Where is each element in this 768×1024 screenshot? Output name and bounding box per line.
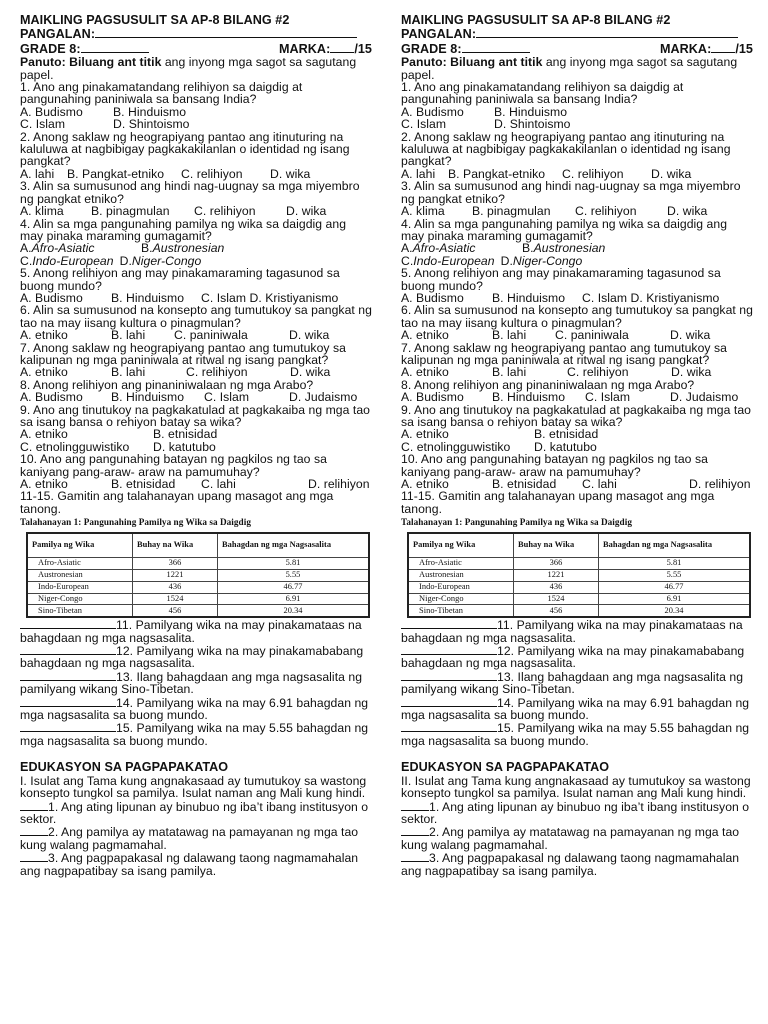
table-cell: Niger-Congo bbox=[27, 593, 133, 605]
choice: D. wika bbox=[671, 365, 712, 380]
choice: C. paniniwala bbox=[174, 328, 248, 343]
choice: B. Pangkat-etniko bbox=[448, 166, 546, 181]
table-cell: 6.91 bbox=[218, 593, 370, 605]
choice: D. Judaismo bbox=[289, 390, 358, 405]
choice: C. etnolingguwistiko bbox=[401, 439, 511, 454]
item-text: 15. Pamilyang wika na may 5.55 bahagdan ng mga nagsasalita sa buong mundo. bbox=[20, 721, 369, 748]
item-15 bbox=[401, 721, 753, 747]
item-text: 1. Ang ating lipunan ay binubuo ng iba’t ibang institusyon o sektor. bbox=[20, 799, 369, 826]
table-header: Buhay na Wika bbox=[133, 533, 218, 558]
choice: Indo-European bbox=[32, 253, 114, 268]
choice: A. Budismo bbox=[401, 390, 464, 405]
table-row bbox=[408, 558, 750, 570]
choice: B. lahi bbox=[492, 365, 527, 380]
answer-blank[interactable] bbox=[20, 825, 48, 836]
choice-letter: A. bbox=[20, 241, 32, 256]
table-cell: Sino-Tibetan bbox=[27, 605, 133, 617]
table-row bbox=[408, 570, 750, 582]
language-family-table bbox=[26, 532, 370, 618]
esp-item-3 bbox=[20, 851, 372, 877]
quiz-column-left bbox=[20, 14, 372, 877]
choice: D. wika bbox=[289, 328, 330, 343]
instruction-bold: Panuto: Biluang ant titik bbox=[20, 55, 162, 70]
choice: C. etnolingguwistiko bbox=[20, 439, 130, 454]
table-cell: Afro-Asiatic bbox=[408, 558, 514, 570]
instruction-bold: Panuto: Biluang ant titik bbox=[401, 55, 543, 70]
choice: D. relihiyon bbox=[689, 477, 751, 492]
question-1: 1. Ano ang pinakamatandang relihiyon sa daigdig at pangunahing paniniwala sa bansang India? bbox=[401, 80, 684, 107]
item-11 bbox=[401, 618, 753, 644]
instruction bbox=[20, 56, 372, 81]
answer-blank[interactable] bbox=[20, 670, 116, 681]
table-cell: 46.77 bbox=[599, 581, 751, 593]
item-text: 13. Ilang bahagdaan ang mga nagsasalita ng pamilyang wikang Sino-Tibetan. bbox=[401, 669, 744, 697]
question-9: 9. Ano ang tinutukoy na pagkakatulad at pagkakaiba ng mga tao sa isang bansa o rehiyon batay sa wika? bbox=[401, 402, 751, 429]
choices-4a bbox=[401, 242, 753, 254]
table-header: Buhay na Wika bbox=[514, 533, 599, 558]
choices-8 bbox=[401, 391, 753, 403]
item-text: 14. Pamilyang wika na may 6.91 bahagdan ng mga nagsasalita sa buong mundo. bbox=[20, 695, 369, 723]
choice: A. etniko bbox=[401, 328, 449, 343]
choice: C. paniniwala bbox=[555, 328, 629, 343]
esp-item-1 bbox=[401, 800, 753, 826]
choice: B. pinagmulan bbox=[472, 204, 551, 219]
item-13 bbox=[20, 670, 372, 696]
instruction bbox=[401, 56, 753, 81]
choices-3 bbox=[401, 205, 753, 217]
quiz-title: MAIKLING PAGSUSULIT SA AP-8 BILANG #2 bbox=[20, 13, 290, 27]
score-total: /15 bbox=[354, 41, 372, 56]
table-header: Pamilya ng Wika bbox=[27, 533, 133, 558]
choice: B. Hinduismo bbox=[113, 104, 187, 119]
question-7: 7. Anong saklaw ng heograpiyang pantao ang tumutukoy sa kalipunan ng mga paniniwala at ritwal ng isang pangkat? bbox=[401, 340, 727, 367]
question-11-15-intro: 11-15. Gamitin ang talahanayan upang masagot ang mga tanong. bbox=[20, 489, 334, 516]
choice: A. etniko bbox=[20, 365, 68, 380]
answer-blank[interactable] bbox=[401, 851, 429, 862]
table-cell: Niger-Congo bbox=[408, 593, 514, 605]
table-row bbox=[408, 581, 750, 593]
choice-letter: C. bbox=[401, 253, 414, 268]
choice: A. lahi bbox=[401, 166, 436, 181]
quiz-column-right bbox=[401, 14, 753, 877]
table-cell: 1524 bbox=[133, 593, 218, 605]
score-label: MARKA: bbox=[659, 41, 712, 56]
answer-blank[interactable] bbox=[401, 644, 497, 655]
item-14 bbox=[401, 696, 753, 722]
choice: D. Shintoismo bbox=[494, 117, 571, 132]
name-label: PANGALAN: bbox=[20, 27, 96, 42]
choice: C. relihiyon bbox=[186, 365, 248, 380]
table-cell: 20.34 bbox=[218, 605, 370, 617]
item-text: 14. Pamilyang wika na may 6.91 bahagdan ng mga nagsasalita sa buong mundo. bbox=[401, 695, 750, 723]
answer-blank[interactable] bbox=[401, 670, 497, 681]
choice-letter: B. bbox=[522, 241, 534, 256]
choice: C. Islam D. Kristiyanismo bbox=[582, 290, 720, 305]
choices-7 bbox=[20, 366, 372, 378]
table-row bbox=[408, 605, 750, 617]
table-caption: Talahanayan 1: Pangunahing Pamilya ng Wika sa Daigdig bbox=[401, 517, 632, 528]
choice: B. lahi bbox=[111, 328, 146, 343]
esp-item-1 bbox=[20, 800, 372, 826]
question-8: 8. Anong relihiyon ang pinaniniwalaan ng mga Arabo? bbox=[401, 377, 695, 392]
choices-9a bbox=[20, 428, 372, 440]
choice: D. katutubo bbox=[534, 439, 597, 454]
table-header: Bahagdan ng mga Nagsasalita bbox=[218, 533, 370, 558]
item-text: 11. Pamilyang wika na may pinakamataas na bahagdaan ng mga nagsasalita. bbox=[401, 618, 743, 645]
answer-blank[interactable] bbox=[401, 721, 497, 732]
choices-6 bbox=[401, 329, 753, 341]
item-text: 13. Ilang bahagdaan ang mga nagsasalita ng pamilyang wikang Sino-Tibetan. bbox=[20, 669, 363, 697]
choice: B. etnisidad bbox=[534, 427, 599, 442]
choice: B. lahi bbox=[111, 365, 146, 380]
question-3: 3. Alin sa sumusunod ang hindi nag-uugnay sa mga miyembro ng pangkat etniko? bbox=[401, 179, 741, 206]
choice: C. relihiyon bbox=[562, 166, 624, 181]
choice: A. Budismo bbox=[401, 104, 464, 119]
name-line bbox=[20, 27, 372, 41]
choice: B. Hinduismo bbox=[111, 390, 185, 405]
score-blank[interactable] bbox=[711, 42, 735, 53]
esp-instruction: II. Isulat ang Tama kung angnakasaad ay tumutukoy sa wastong konsepto tungkol sa pamilya. Isulat naman ang Mali kung hindi. bbox=[401, 773, 751, 801]
table-header-row bbox=[27, 533, 369, 558]
choice: C. Islam bbox=[204, 390, 250, 405]
item-text: 12. Pamilyang wika na may pinakamababang bahagdaan ng mga nagsasalita. bbox=[20, 644, 364, 671]
answer-blank[interactable] bbox=[20, 800, 48, 811]
question-2: 2. Anong saklaw ng heograpiyang pantao ang itinuturing na kaluluwa at nagbibigay pagkakakilanlan o identidad ng isang pangkat? bbox=[20, 129, 350, 169]
answer-blank[interactable] bbox=[20, 721, 116, 732]
grade-line bbox=[401, 42, 753, 56]
table-cell: 5.55 bbox=[599, 570, 751, 582]
choice: D. wika bbox=[286, 204, 327, 219]
choice: C. Islam bbox=[585, 390, 631, 405]
instruction-rest: ang inyong mga sagot sa sagutang papel. bbox=[20, 55, 357, 82]
table-row bbox=[27, 558, 369, 570]
item-text: 2. Ang pamilya ay matatawag na pamayanan ng mga tao kung walang pagmamahal. bbox=[20, 825, 359, 852]
question-9: 9. Ano ang tinutukoy na pagkakatulad at pagkakaiba ng mga tao sa isang bansa o rehiyon batay sa wika? bbox=[20, 402, 370, 429]
choice: C. Islam bbox=[401, 117, 447, 132]
table-header: Bahagdan ng mga Nagsasalita bbox=[599, 533, 751, 558]
item-15 bbox=[20, 721, 372, 747]
name-label: PANGALAN: bbox=[401, 27, 477, 42]
choice: B. etnisidad bbox=[153, 427, 218, 442]
choice: A. etniko bbox=[20, 427, 68, 442]
choice: Niger-Congo bbox=[131, 253, 202, 268]
question-10: 10. Ano ang pangunahing batayan ng pagkilos ng tao sa kaniyang pang-araw- araw na pamumuhay? bbox=[401, 452, 708, 479]
esp-item-2 bbox=[20, 825, 372, 851]
table-cell: 366 bbox=[133, 558, 218, 570]
choice: C. relihiyon bbox=[194, 204, 256, 219]
choice-letter: B. bbox=[141, 241, 153, 256]
choice: B. lahi bbox=[492, 328, 527, 343]
table-cell: Afro-Asiatic bbox=[27, 558, 133, 570]
table-header-row bbox=[408, 533, 750, 558]
choice: C. relihiyon bbox=[181, 166, 243, 181]
choice: A. etniko bbox=[20, 477, 68, 492]
choice-letter: C. bbox=[20, 253, 33, 268]
choice: D. wika bbox=[270, 166, 311, 181]
choice: A. etniko bbox=[401, 427, 449, 442]
table-cell: 6.91 bbox=[599, 593, 751, 605]
choice: B. etnisidad bbox=[492, 477, 557, 492]
esp-item-2 bbox=[401, 825, 753, 851]
choice: A. klima bbox=[401, 204, 445, 219]
choice: D. wika bbox=[670, 328, 711, 343]
question-10: 10. Ano ang pangunahing batayan ng pagkilos ng tao sa kaniyang pang-araw- araw na pamumuhay? bbox=[20, 452, 327, 479]
question-1: 1. Ano ang pinakamatandang relihiyon sa daigdig at pangunahing paniniwala sa bansang India? bbox=[20, 80, 303, 107]
table-row bbox=[408, 593, 750, 605]
answer-blank[interactable] bbox=[20, 644, 116, 655]
table-cell: 5.55 bbox=[218, 570, 370, 582]
choice: A. etniko bbox=[20, 328, 68, 343]
table-cell: 456 bbox=[133, 605, 218, 617]
choices-1b bbox=[401, 118, 753, 130]
score-total: /15 bbox=[735, 41, 753, 56]
table-caption: Talahanayan 1: Pangunahing Pamilya ng Wika sa Daigdig bbox=[20, 517, 251, 528]
question-3: 3. Alin sa sumusunod ang hindi nag-uugnay sa mga miyembro ng pangkat etniko? bbox=[20, 179, 360, 206]
item-14 bbox=[20, 696, 372, 722]
item-12 bbox=[401, 644, 753, 670]
instruction-rest: ang inyong mga sagot sa sagutang papel. bbox=[401, 55, 738, 82]
table-cell: 366 bbox=[514, 558, 599, 570]
item-text: 2. Ang pamilya ay matatawag na pamayanan ng mga tao kung walang pagmamahal. bbox=[401, 825, 740, 852]
table-cell: Indo-European bbox=[27, 581, 133, 593]
table-cell: Austronesian bbox=[408, 570, 514, 582]
esp-instruction: I. Isulat ang Tama kung angnakasaad ay tumutukoy sa wastong konsepto tungkol sa pamilya. Isulat naman ang Mali kung hindi. bbox=[20, 773, 367, 801]
choice: D. wika bbox=[290, 365, 331, 380]
question-7: 7. Anong saklaw ng heograpiyang pantao ang tumutukoy sa kalipunan ng mga paniniwala at ritwal ng isang pangkat? bbox=[20, 340, 346, 367]
choice: Afro-Asiatic bbox=[31, 241, 95, 256]
choice: A. lahi bbox=[20, 166, 55, 181]
choice: C. lahi bbox=[582, 477, 617, 492]
answer-blank[interactable] bbox=[401, 825, 429, 836]
table-cell: 1221 bbox=[133, 570, 218, 582]
choice: D. Judaismo bbox=[670, 390, 739, 405]
choices-4a bbox=[20, 242, 372, 254]
table-cell: 5.81 bbox=[599, 558, 751, 570]
question-4: 4. Alin sa mga pangunahing pamilya ng wika sa daigdig ang may pinaka maraming gumagamit? bbox=[20, 216, 347, 243]
table-header: Pamilya ng Wika bbox=[408, 533, 514, 558]
esp-title: EDUKASYON SA PAGPAPAKATAO bbox=[401, 760, 610, 775]
table-row bbox=[27, 605, 369, 617]
choice: B. Hinduismo bbox=[494, 104, 568, 119]
table-cell: 46.77 bbox=[218, 581, 370, 593]
question-4: 4. Alin sa mga pangunahing pamilya ng wika sa daigdig ang may pinaka maraming gumagamit? bbox=[401, 216, 728, 243]
choice: D. Shintoismo bbox=[113, 117, 190, 132]
choice: A. etniko bbox=[401, 477, 449, 492]
score-blank[interactable] bbox=[330, 42, 354, 53]
choice: C. relihiyon bbox=[567, 365, 629, 380]
score-label: MARKA: bbox=[278, 41, 331, 56]
choice: C. relihiyon bbox=[575, 204, 637, 219]
choice: Niger-Congo bbox=[512, 253, 583, 268]
question-6: 6. Alin sa sumusunod na konsepto ang tumutukoy sa pangkat ng tao na may iisang kultura o pinagmulan? bbox=[401, 303, 753, 330]
choice: C. Islam bbox=[20, 117, 66, 132]
table-cell: 436 bbox=[514, 581, 599, 593]
name-line bbox=[401, 27, 753, 41]
choice: A. etniko bbox=[401, 365, 449, 380]
item-text: 3. Ang pagpapakasal ng dalawang taong nagmamahalan ang nagpapatibay sa isang pamilya. bbox=[20, 851, 359, 878]
choice: C. Islam D. Kristiyanismo bbox=[201, 290, 339, 305]
answer-blank[interactable] bbox=[401, 618, 497, 629]
table-row bbox=[27, 570, 369, 582]
choice: C. lahi bbox=[201, 477, 236, 492]
choice-letter: D. bbox=[500, 253, 513, 268]
grade-line bbox=[20, 42, 372, 56]
grade-label: GRADE 8: bbox=[20, 41, 81, 56]
answer-blank[interactable] bbox=[401, 800, 429, 811]
choice: B. pinagmulan bbox=[91, 204, 170, 219]
item-12 bbox=[20, 644, 372, 670]
item-13 bbox=[401, 670, 753, 696]
answer-blank[interactable] bbox=[20, 851, 48, 862]
name-blank[interactable] bbox=[476, 27, 738, 38]
question-2: 2. Anong saklaw ng heograpiyang pantao ang itinuturing na kaluluwa at nagbibigay pagkakakilanlan o identidad ng isang pangkat? bbox=[401, 129, 731, 169]
question-6: 6. Alin sa sumusunod na konsepto ang tumutukoy sa pangkat ng tao na may iisang kultura o pinagmulan? bbox=[20, 303, 372, 330]
answer-blank[interactable] bbox=[20, 696, 116, 707]
choice: A. klima bbox=[20, 204, 64, 219]
item-text: 1. Ang ating lipunan ay binubuo ng iba’t ibang institusyon o sektor. bbox=[401, 799, 750, 826]
table-cell: 456 bbox=[514, 605, 599, 617]
quiz-title: MAIKLING PAGSUSULIT SA AP-8 BILANG #2 bbox=[401, 13, 671, 27]
choice: D. wika bbox=[651, 166, 692, 181]
choice: A. Budismo bbox=[20, 390, 83, 405]
choice: D. katutubo bbox=[153, 439, 216, 454]
table-cell: 20.34 bbox=[599, 605, 751, 617]
choice-letter: D. bbox=[119, 253, 132, 268]
choices-6 bbox=[20, 329, 372, 341]
choices-3 bbox=[20, 205, 372, 217]
choices-8 bbox=[20, 391, 372, 403]
grade-blank[interactable] bbox=[81, 42, 149, 53]
choice: A. Budismo bbox=[401, 290, 464, 305]
choice: B. Hinduismo bbox=[492, 390, 566, 405]
grade-blank[interactable] bbox=[462, 42, 530, 53]
grade-label: GRADE 8: bbox=[401, 41, 462, 56]
choice: Indo-European bbox=[413, 253, 495, 268]
question-11-15-intro: 11-15. Gamitin ang talahanayan upang masagot ang mga tanong. bbox=[401, 489, 715, 516]
table-cell: Indo-European bbox=[408, 581, 514, 593]
answer-blank[interactable] bbox=[401, 696, 497, 707]
answer-blank[interactable] bbox=[20, 618, 116, 629]
choice: B. etnisidad bbox=[111, 477, 176, 492]
table-cell: 436 bbox=[133, 581, 218, 593]
choice-letter: A. bbox=[401, 241, 413, 256]
choices-1a bbox=[20, 106, 372, 118]
choice: A. Budismo bbox=[20, 104, 83, 119]
question-5: 5. Anong relihiyon ang may pinakamaraming tagasunod sa buong mundo? bbox=[20, 266, 340, 293]
item-text: 3. Ang pagpapakasal ng dalawang taong nagmamahalan ang nagpapatibay sa isang pamilya. bbox=[401, 851, 740, 878]
choice: B. Hinduismo bbox=[492, 290, 566, 305]
choice: Austronesian bbox=[533, 241, 606, 256]
choices-9a bbox=[401, 428, 753, 440]
table-row bbox=[27, 581, 369, 593]
item-text: 11. Pamilyang wika na may pinakamataas na bahagdaan ng mga nagsasalita. bbox=[20, 618, 362, 645]
item-11 bbox=[20, 618, 372, 644]
table-row bbox=[27, 593, 369, 605]
esp-title: EDUKASYON SA PAGPAPAKATAO bbox=[20, 760, 229, 775]
question-8: 8. Anong relihiyon ang pinaniniwalaan ng mga Arabo? bbox=[20, 377, 314, 392]
table-cell: Austronesian bbox=[27, 570, 133, 582]
choice: Afro-Asiatic bbox=[412, 241, 476, 256]
choice: D. wika bbox=[667, 204, 708, 219]
item-text: 12. Pamilyang wika na may pinakamababang bahagdaan ng mga nagsasalita. bbox=[401, 644, 745, 671]
choices-1b bbox=[20, 118, 372, 130]
choices-1a bbox=[401, 106, 753, 118]
name-blank[interactable] bbox=[95, 27, 357, 38]
choice: B. Hinduismo bbox=[111, 290, 185, 305]
table-cell: 1221 bbox=[514, 570, 599, 582]
choices-7 bbox=[401, 366, 753, 378]
choice: A. Budismo bbox=[20, 290, 83, 305]
language-family-table bbox=[407, 532, 751, 618]
table-cell: 1524 bbox=[514, 593, 599, 605]
table-cell: 5.81 bbox=[218, 558, 370, 570]
table-cell: Sino-Tibetan bbox=[408, 605, 514, 617]
choice: Austronesian bbox=[152, 241, 225, 256]
question-5: 5. Anong relihiyon ang may pinakamaraming tagasunod sa buong mundo? bbox=[401, 266, 721, 293]
esp-item-3 bbox=[401, 851, 753, 877]
item-text: 15. Pamilyang wika na may 5.55 bahagdan ng mga nagsasalita sa buong mundo. bbox=[401, 721, 750, 748]
choice: D. relihiyon bbox=[308, 477, 370, 492]
choice: B. Pangkat-etniko bbox=[67, 166, 165, 181]
